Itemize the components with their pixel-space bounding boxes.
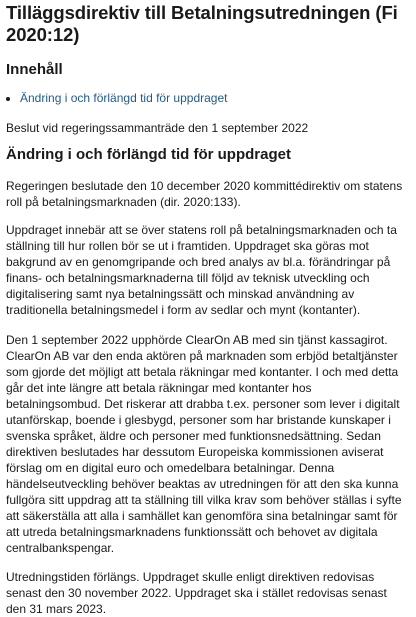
toc-item xyxy=(20,90,408,106)
paragraph: Utredningstiden förlängs. Uppdraget skulle enligt direktiven redovisas senast den 30 november 2022. Uppdraget ska i stället redovisas senast den 31 mars 2023. xyxy=(6,570,387,616)
table-of-contents xyxy=(6,90,408,106)
toc-link-andring[interactable]: Ändring i och förlängd tid för uppdraget xyxy=(20,91,228,105)
page-title: Tilläggsdirektiv till Betalningsutredningen (Fi 2020:12) xyxy=(6,2,398,45)
paragraph: Den 1 september 2022 upphörde ClearOn AB med sin tjänst kassagirot. ClearOn AB var den enda aktören på marknaden som erbjöd betaltjänster som gjorde det möjligt att betala räkningar med kontanter. I och med detta går det inte längre att betala räkningar med kontanter hos betalningsombud. Det riskerar att drabba t.ex. personer som lever i digitalt utanförskap, boende i glesbygd, personer som har bristande kunskaper i svenska språket, äldre och personer med funktionsnedsättning. Sedan direktiven beslutades har dessutom Europeiska kommissionen aviserat förslag om en digital euro och omedelbara betalningar. Denna händelseutveckling behöver beaktas av utredningen för att den ska kunna fullgöra sitt uppdrag att ta ställning till vilka krav som behöver ställas i syfte att säkerställa att alla i samhället kan genomföra sina betalningar samt för att utreda betalningsmarknadens funktionssätt och behovet av digitala centralbankspengar. xyxy=(6,333,402,555)
paragraph: Regeringen beslutade den 10 december 2020 kommittédirektiv om statens roll på betalningsmarknaden (dir. 2020:133). xyxy=(6,179,403,209)
decision-line: Beslut vid regeringssammanträde den 1 september 2022 xyxy=(6,121,309,135)
section-heading: Ändring i och förlängd tid för uppdraget xyxy=(6,146,291,163)
toc-heading: Innehåll xyxy=(6,61,63,78)
paragraph: Uppdraget innebär att se över statens roll på betalningsmarknaden och ta ställning till hur rollen bör se ut i framtiden. Uppdraget ska göras mot bakgrund av en genomgripande och bred analys av bl.a. förändringar på finans- och betalningsmarknaderna till följd av teknisk utveckling och digitalisering samt nya betalningssätt och minskad användning av traditionella betalningsmedel i form av sedlar och mynt (kontanter). xyxy=(6,223,397,317)
document-page xyxy=(0,2,416,617)
